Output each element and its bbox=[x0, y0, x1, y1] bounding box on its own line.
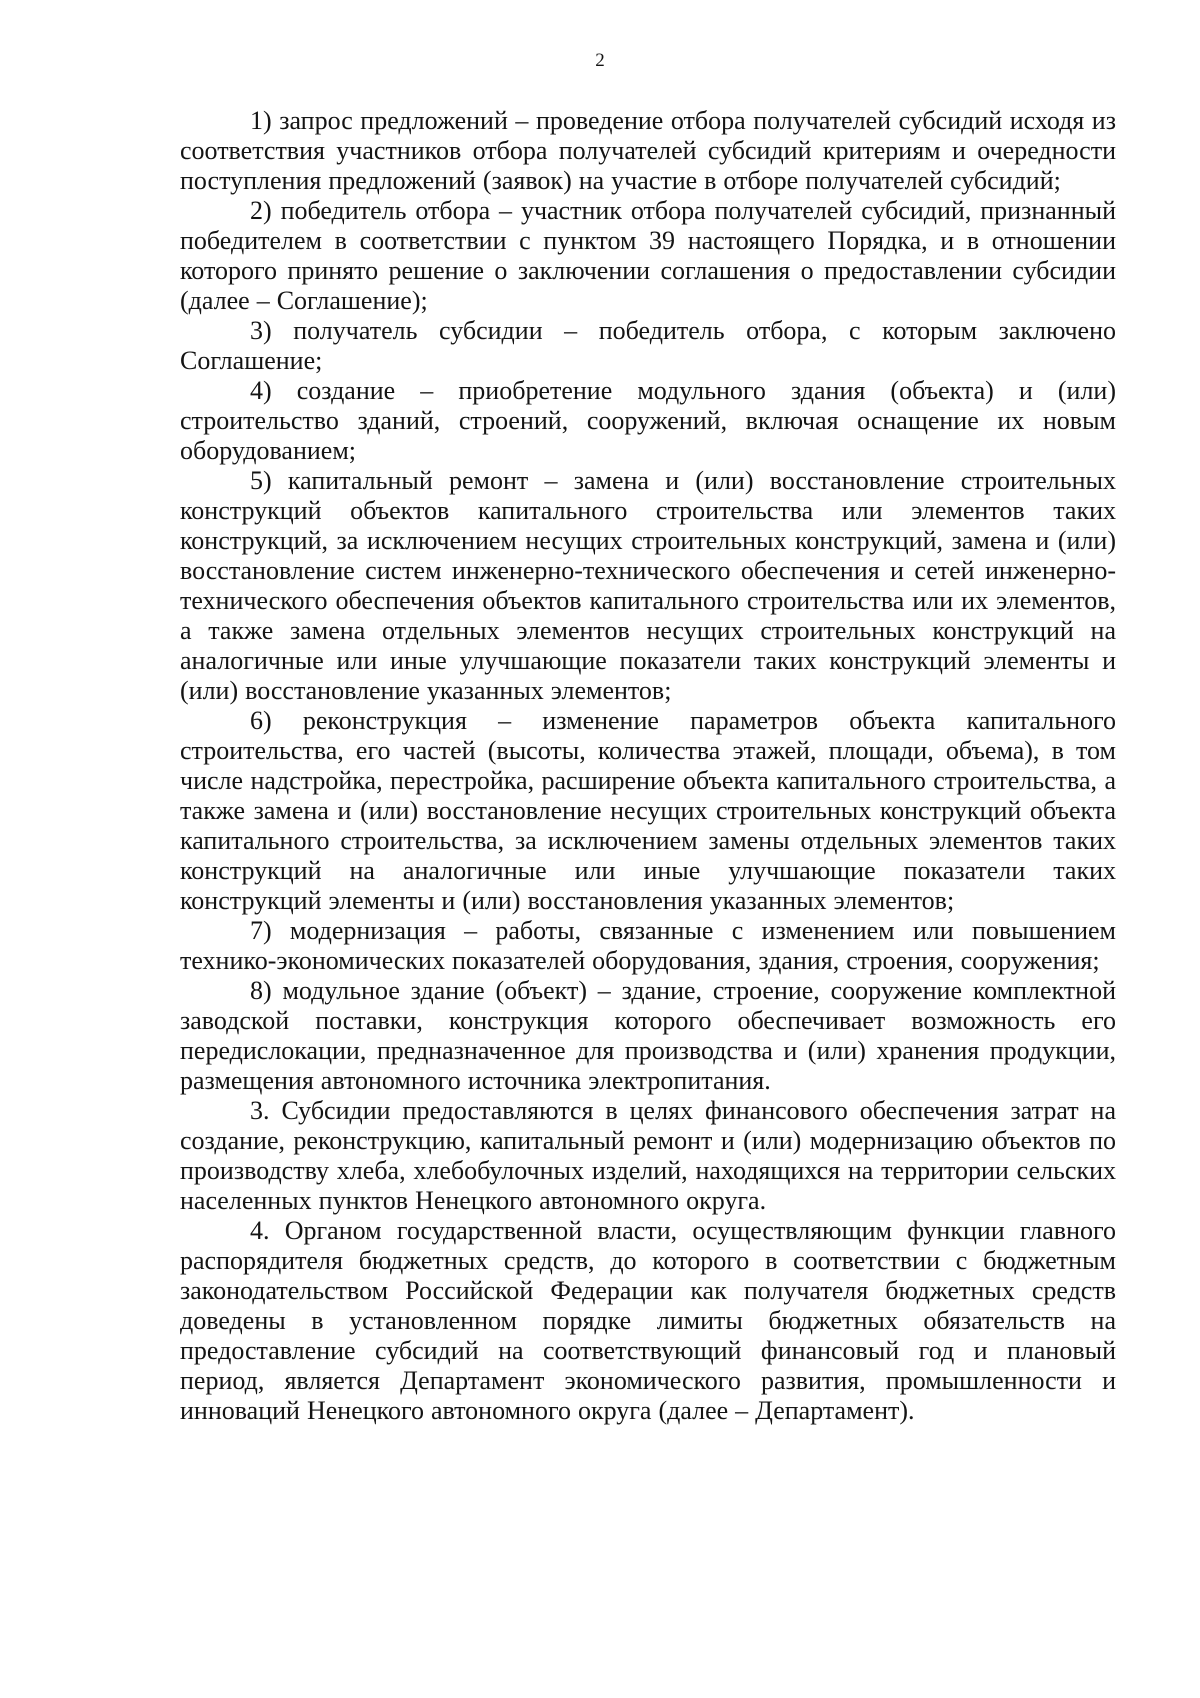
section-4-budget-administrator: 4. Органом государственной власти, осуществляющим функции главного распорядителя бюджетных средств, до которого в соответствии с бюджетным законодательством Российской Федерации как получателя бюджетных средств доведены в установленном порядке лимиты бюджетных обязательств на предоставление субсидий на соответствующий финансовый год и плановый период, является Департамент экономического развития, промышленности и инноваций Ненецкого автономного округа (далее – Департамент). bbox=[180, 1216, 1116, 1425]
page-number: 2 bbox=[595, 50, 605, 71]
definition-modernization: 7) модернизация – работы, связанные с изменением или повышением технико-экономических показателей оборудования, здания, строения, сооружения; bbox=[180, 916, 1116, 975]
definition-request-for-proposals: 1) запрос предложений – проведение отбора получателей субсидий исходя из соответствия участников отбора получателей субсидий критериям и очередности поступления предложений (заявок) на участие в отборе получателей субсидий; bbox=[180, 106, 1116, 195]
document-body bbox=[180, 106, 1116, 1426]
definition-modular-building: 8) модульное здание (объект) – здание, строение, сооружение комплектной заводской поставки, конструкция которого обеспечивает возможность его передислокации, предназначенное для производства и (или) хранения продукции, размещения автономного источника электропитания. bbox=[180, 976, 1116, 1095]
section-3-subsidy-purpose: 3. Субсидии предоставляются в целях финансового обеспечения затрат на создание, реконструкцию, капитальный ремонт и (или) модернизацию объектов по производству хлеба, хлебобулочных изделий, находящихся на территории сельских населенных пунктов Ненецкого автономного округа. bbox=[180, 1096, 1116, 1215]
definition-selection-winner: 2) победитель отбора – участник отбора получателей субсидий, признанный победителем в соответствии с пунктом 39 настоящего Порядка, и в отношении которого принято решение о заключении соглашения о предоставлении субсидии (далее – Соглашение); bbox=[180, 196, 1116, 315]
definition-subsidy-recipient: 3) получатель субсидии – победитель отбора, с которым заключено Соглашение; bbox=[180, 316, 1116, 375]
definition-reconstruction: 6) реконструкция – изменение параметров объекта капитального строительства, его частей (высоты, количества этажей, площади, объема), в том числе надстройка, перестройка, расширение объекта капитального строительства, а также замена и (или) восстановление несущих строительных конструкций объекта капитального строительства, за исключением замены отдельных элементов таких конструкций на аналогичные или иные улучшающие показатели таких конструкций элементы и (или) восстановления указанных элементов; bbox=[180, 706, 1116, 915]
definition-creation: 4) создание – приобретение модульного здания (объекта) и (или) строительство зданий, строений, сооружений, включая оснащение их новым оборудованием; bbox=[180, 376, 1116, 465]
definition-capital-repair: 5) капитальный ремонт – замена и (или) восстановление строительных конструкций объектов капитального строительства или элементов таких конструкций, за исключением несущих строительных конструкций, замена и (или) восстановление систем инженерно-технического обеспечения и сетей инженерно-технического обеспечения объектов капитального строительства или их элементов, а также замена отдельных элементов несущих строительных конструкций на аналогичные или иные улучшающие показатели таких конструкций элементы и (или) восстановление указанных элементов; bbox=[180, 466, 1116, 705]
